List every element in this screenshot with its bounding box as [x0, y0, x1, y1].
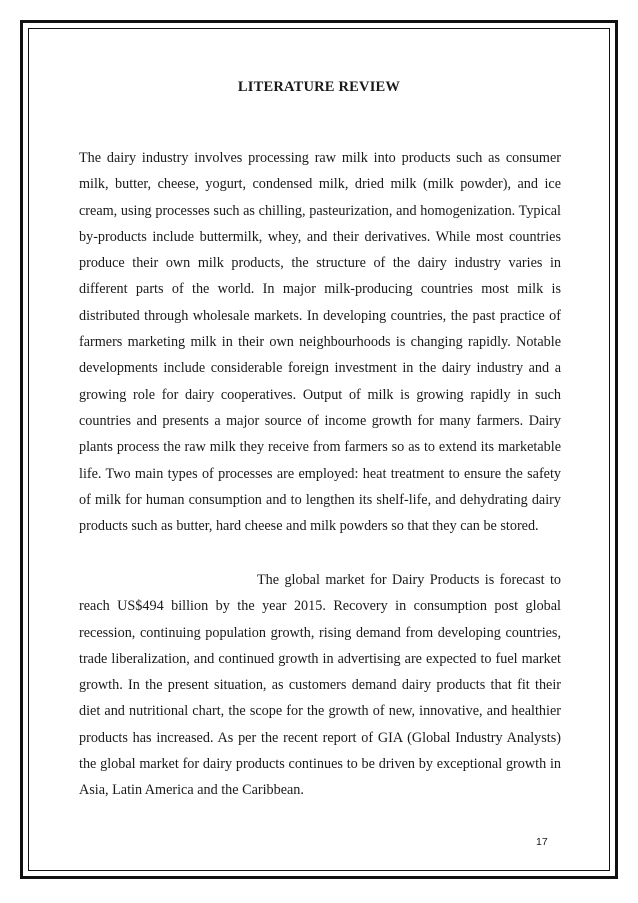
page-title: LITERATURE REVIEW: [237, 79, 401, 95]
page-number: 17: [536, 836, 548, 848]
paragraph-dairy-industry: The dairy industry involves processing raw milk into products such as consumer milk, butter, cheese, yogurt, condensed milk, dried milk (milk powder), and ice cream, using processes such as chilling, pasteurization, and homogenization. Typical by-products include buttermilk, whey, and their derivatives. While most countries produce their own milk products, the structure of the dairy industry varies in different parts of the world. In major milk-producing countries most milk is distributed through wholesale markets. In developing countries, the past practice of farmers marketing milk in their own neighbourhoods is changing rapidly. Notable developments include considerable foreign investment in the dairy industry and a growing role for dairy cooperatives. Output of milk is growing rapidly in such countries and presents a major source of income growth for many farmers. Dairy plants process the raw milk they receive from farmers so as to extend its marketable life. Two main types of processes are employed: heat treatment to ensure the safety of milk for human consumption and to lengthen its shelf-life, and dehydrating dairy products such as butter, hard cheese and milk powders so that they can be stored.: [79, 150, 561, 535]
paragraph-global-market: The global market for Dairy Products is forecast to reach US$494 billion by the year 2015. Recovery in consumption post global recession, continuing population growth, rising demand from developing countries, trade liberalization, and continued growth in advertising are expected to fuel market growth. In the present situation, as customers demand dairy products that fit their diet and nutritional chart, the scope for the growth of new, innovative, and healthier products has increased. As per the recent report of GIA (Global Industry Analysts) the global market for dairy products continues to be driven by exceptional growth in Asia, Latin America and the Caribbean.: [79, 572, 561, 799]
